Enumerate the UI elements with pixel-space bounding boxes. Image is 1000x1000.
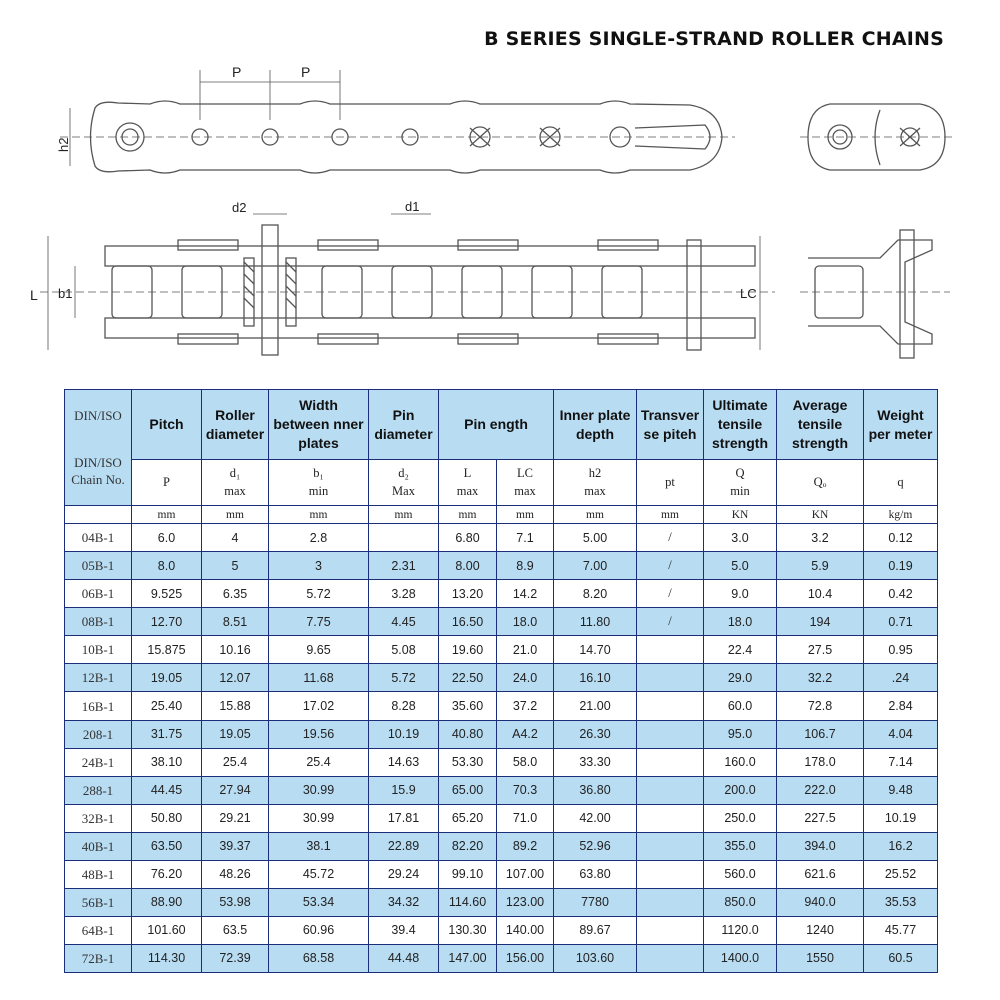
symbol: q	[897, 475, 904, 490]
table-row	[65, 608, 938, 636]
symbol-cell	[439, 460, 497, 506]
data-cell: 130.30	[439, 916, 497, 944]
data-cell: 8.20	[554, 580, 637, 608]
data-cell: 33.30	[554, 748, 637, 776]
data-cell: 38.10	[132, 748, 202, 776]
data-cell: 40.80	[439, 720, 497, 748]
data-cell: 9.0	[704, 580, 777, 608]
symbol: P	[163, 475, 170, 490]
column-header: Pin ength	[439, 390, 554, 460]
data-cell: 15.875	[132, 636, 202, 664]
unit-cell: mm	[202, 506, 269, 524]
data-cell: 9.525	[132, 580, 202, 608]
symbol-qualifier: max	[514, 484, 536, 499]
symbol-cell	[497, 460, 554, 506]
data-cell: 147.00	[439, 944, 497, 972]
data-cell: 355.0	[704, 832, 777, 860]
symbol: L	[463, 466, 472, 481]
symbol-cell	[637, 460, 704, 506]
data-cell: 65.20	[439, 804, 497, 832]
column-header: Width between nner plates	[269, 390, 369, 460]
unit-cell: mm	[637, 506, 704, 524]
chain-no-cell: 72B-1	[65, 944, 132, 972]
data-cell: 156.00	[497, 944, 554, 972]
data-cell: 1550	[777, 944, 864, 972]
chain-no-cell: 04B-1	[65, 524, 132, 552]
stub-header-line1: DIN/ISO	[74, 408, 122, 424]
dim-label-b1: b1	[58, 286, 73, 301]
data-cell: 4	[202, 524, 269, 552]
data-cell: 95.0	[704, 720, 777, 748]
spec-table	[64, 389, 938, 973]
data-cell: 8.9	[497, 552, 554, 580]
data-cell: 16.50	[439, 608, 497, 636]
data-cell: 0.95	[864, 636, 938, 664]
data-cell: 6.0	[132, 524, 202, 552]
column-header: Transver se piteh	[637, 390, 704, 460]
data-cell: 6.35	[202, 580, 269, 608]
data-cell: 25.4	[269, 748, 369, 776]
data-cell: 12.70	[132, 608, 202, 636]
data-cell: 34.32	[369, 888, 439, 916]
table-row	[65, 888, 938, 916]
data-cell: 13.20	[439, 580, 497, 608]
data-cell: 3.28	[369, 580, 439, 608]
data-cell: 7.75	[269, 608, 369, 636]
data-cell: 71.0	[497, 804, 554, 832]
chain-no-cell: 32B-1	[65, 804, 132, 832]
stub-header	[65, 390, 132, 506]
data-cell: 17.02	[269, 692, 369, 720]
table-row	[65, 552, 938, 580]
unit-cell: mm	[554, 506, 637, 524]
table-row	[65, 580, 938, 608]
table-row	[65, 804, 938, 832]
symbol-qualifier: max	[456, 484, 479, 499]
data-cell: 70.3	[497, 776, 554, 804]
data-cell: 44.48	[369, 944, 439, 972]
data-cell: 99.10	[439, 860, 497, 888]
data-cell: 4.04	[864, 720, 938, 748]
data-cell: A4.2	[497, 720, 554, 748]
data-cell: 394.0	[777, 832, 864, 860]
data-cell: 60.96	[269, 916, 369, 944]
table-row	[65, 776, 938, 804]
unit-cell: mm	[269, 506, 369, 524]
data-cell: 21.0	[497, 636, 554, 664]
symbol: Q	[735, 466, 745, 481]
data-cell: 25.4	[202, 748, 269, 776]
data-cell: 30.99	[269, 804, 369, 832]
data-cell: 15.9	[369, 776, 439, 804]
table-row	[65, 692, 938, 720]
data-cell: 18.0	[704, 608, 777, 636]
symbol-qualifier: Max	[392, 484, 415, 499]
data-cell: 11.68	[269, 664, 369, 692]
data-cell: 52.96	[554, 832, 637, 860]
data-cell: 10.16	[202, 636, 269, 664]
data-cell: 0.19	[864, 552, 938, 580]
chain-no-cell: 64B-1	[65, 916, 132, 944]
chain-no-cell: 24B-1	[65, 748, 132, 776]
data-cell: 103.60	[554, 944, 637, 972]
data-cell: 178.0	[777, 748, 864, 776]
dim-label-LC: LC	[740, 286, 757, 301]
data-cell: 0.71	[864, 608, 938, 636]
data-cell: 50.80	[132, 804, 202, 832]
data-cell: 7.00	[554, 552, 637, 580]
chain-no-cell: 12B-1	[65, 664, 132, 692]
data-cell: 65.00	[439, 776, 497, 804]
data-cell: 27.5	[777, 636, 864, 664]
symbol: d₂	[398, 466, 409, 481]
dim-label-L: L	[30, 287, 38, 303]
data-cell: 106.7	[777, 720, 864, 748]
data-cell: 31.75	[132, 720, 202, 748]
data-cell: 200.0	[704, 776, 777, 804]
data-cell: 3.0	[704, 524, 777, 552]
data-cell: 17.81	[369, 804, 439, 832]
chain-no-cell: 06B-1	[65, 580, 132, 608]
data-cell: 19.60	[439, 636, 497, 664]
data-cell: 22.89	[369, 832, 439, 860]
data-cell: 16.2	[864, 832, 938, 860]
units-stub	[65, 506, 132, 524]
data-cell: 2.31	[369, 552, 439, 580]
data-cell: /	[637, 580, 704, 608]
stub-header-line2: DIN/ISO Chain No.	[71, 455, 125, 488]
data-cell	[637, 776, 704, 804]
dim-label-d2: d2	[232, 200, 247, 215]
data-cell: 11.80	[554, 608, 637, 636]
data-cell: 8.0	[132, 552, 202, 580]
column-header: Inner plate depth	[554, 390, 637, 460]
data-cell: 4.45	[369, 608, 439, 636]
table-row	[65, 832, 938, 860]
data-cell: 10.4	[777, 580, 864, 608]
table-row	[65, 720, 938, 748]
symbol: b₁	[313, 466, 324, 481]
table-row	[65, 524, 938, 552]
data-cell: 14.70	[554, 636, 637, 664]
data-cell: 114.30	[132, 944, 202, 972]
data-cell: 1400.0	[704, 944, 777, 972]
data-cell	[637, 636, 704, 664]
symbol-cell	[864, 460, 938, 506]
chain-technical-drawing	[0, 0, 1000, 385]
column-header: Ultimate tensile strength	[704, 390, 777, 460]
data-cell: 10.19	[864, 804, 938, 832]
data-cell: 19.05	[132, 664, 202, 692]
unit-cell: KN	[777, 506, 864, 524]
data-cell: 2.8	[269, 524, 369, 552]
data-cell: 44.45	[132, 776, 202, 804]
data-cell: 25.52	[864, 860, 938, 888]
data-cell	[637, 720, 704, 748]
data-cell: 39.4	[369, 916, 439, 944]
data-cell: 101.60	[132, 916, 202, 944]
symbol-cell	[704, 460, 777, 506]
data-cell: 72.8	[777, 692, 864, 720]
data-cell: 8.28	[369, 692, 439, 720]
data-cell: 5.72	[369, 664, 439, 692]
chain-no-cell: 48B-1	[65, 860, 132, 888]
data-cell: 222.0	[777, 776, 864, 804]
data-cell: 42.00	[554, 804, 637, 832]
data-cell: 29.21	[202, 804, 269, 832]
column-header: Roller diameter	[202, 390, 269, 460]
chain-no-cell: 40B-1	[65, 832, 132, 860]
symbol: pt	[665, 475, 675, 490]
table-row	[65, 944, 938, 972]
column-header: Weight per meter	[864, 390, 938, 460]
data-cell: 250.0	[704, 804, 777, 832]
data-cell: 58.0	[497, 748, 554, 776]
symbol-cell	[202, 460, 269, 506]
data-cell: 8.00	[439, 552, 497, 580]
data-cell: 0.12	[864, 524, 938, 552]
data-cell: 8.51	[202, 608, 269, 636]
symbol-qualifier: min	[308, 484, 329, 499]
data-cell: 29.24	[369, 860, 439, 888]
data-cell: 16.10	[554, 664, 637, 692]
table-row	[65, 748, 938, 776]
data-cell: 88.90	[132, 888, 202, 916]
data-cell: 30.99	[269, 776, 369, 804]
column-header: Average tensile strength	[777, 390, 864, 460]
chain-no-cell: 208-1	[65, 720, 132, 748]
data-cell	[637, 804, 704, 832]
dim-label-p2: P	[301, 64, 311, 80]
data-cell: 38.1	[269, 832, 369, 860]
table-row	[65, 916, 938, 944]
data-cell: 14.2	[497, 580, 554, 608]
table-row	[65, 636, 938, 664]
data-cell: 60.0	[704, 692, 777, 720]
symbol-cell	[554, 460, 637, 506]
unit-cell: mm	[497, 506, 554, 524]
data-cell: 48.26	[202, 860, 269, 888]
data-cell: 37.2	[497, 692, 554, 720]
data-cell: 18.0	[497, 608, 554, 636]
symbol-qualifier: max	[224, 484, 246, 499]
data-cell: 82.20	[439, 832, 497, 860]
data-cell: 560.0	[704, 860, 777, 888]
chain-no-cell: 05B-1	[65, 552, 132, 580]
data-cell: 63.80	[554, 860, 637, 888]
data-cell: 27.94	[202, 776, 269, 804]
symbol: d₁	[229, 466, 241, 481]
data-cell: 89.67	[554, 916, 637, 944]
data-cell: 22.4	[704, 636, 777, 664]
data-cell: 3.2	[777, 524, 864, 552]
data-cell: 35.53	[864, 888, 938, 916]
chain-no-cell: 288-1	[65, 776, 132, 804]
data-cell: 227.5	[777, 804, 864, 832]
table-row	[65, 664, 938, 692]
data-cell: 850.0	[704, 888, 777, 916]
data-cell: 12.07	[202, 664, 269, 692]
symbol-cell	[132, 460, 202, 506]
data-cell: 63.5	[202, 916, 269, 944]
data-cell: 39.37	[202, 832, 269, 860]
column-header: Pin diameter	[369, 390, 439, 460]
data-cell: 0.42	[864, 580, 938, 608]
data-cell: 21.00	[554, 692, 637, 720]
data-cell: 5.72	[269, 580, 369, 608]
data-cell: 24.0	[497, 664, 554, 692]
symbol-cell	[369, 460, 439, 506]
data-cell	[637, 860, 704, 888]
data-cell: 76.20	[132, 860, 202, 888]
data-cell	[369, 524, 439, 552]
data-cell: 6.80	[439, 524, 497, 552]
data-cell: 25.40	[132, 692, 202, 720]
data-cell: 114.60	[439, 888, 497, 916]
unit-cell: mm	[369, 506, 439, 524]
data-cell: /	[637, 524, 704, 552]
data-cell: 7.1	[497, 524, 554, 552]
data-cell: 123.00	[497, 888, 554, 916]
data-cell: /	[637, 552, 704, 580]
data-cell: 1120.0	[704, 916, 777, 944]
data-cell: 22.50	[439, 664, 497, 692]
symbol-cell	[269, 460, 369, 506]
data-cell: 36.80	[554, 776, 637, 804]
data-cell: 63.50	[132, 832, 202, 860]
data-cell: 7.14	[864, 748, 938, 776]
data-cell: 32.2	[777, 664, 864, 692]
data-cell	[637, 888, 704, 916]
data-cell: 19.05	[202, 720, 269, 748]
data-cell	[637, 664, 704, 692]
page-title: B SERIES SINGLE-STRAND ROLLER CHAINS	[484, 28, 944, 50]
data-cell: 19.56	[269, 720, 369, 748]
data-cell: 26.30	[554, 720, 637, 748]
dim-label-p1: P	[232, 64, 242, 80]
data-cell: 15.88	[202, 692, 269, 720]
data-cell: 1240	[777, 916, 864, 944]
unit-cell: KN	[704, 506, 777, 524]
data-cell: 9.65	[269, 636, 369, 664]
data-cell: 35.60	[439, 692, 497, 720]
dim-label-d1: d1	[405, 199, 420, 214]
data-cell: 60.5	[864, 944, 938, 972]
table-row	[65, 860, 938, 888]
data-cell: 5.08	[369, 636, 439, 664]
chain-no-cell: 08B-1	[65, 608, 132, 636]
chain-no-cell: 56B-1	[65, 888, 132, 916]
data-cell: 14.63	[369, 748, 439, 776]
data-cell: 107.00	[497, 860, 554, 888]
data-cell: 9.48	[864, 776, 938, 804]
chain-no-cell: 10B-1	[65, 636, 132, 664]
data-cell: .24	[864, 664, 938, 692]
unit-cell: mm	[132, 506, 202, 524]
data-cell: 45.72	[269, 860, 369, 888]
data-cell: 160.0	[704, 748, 777, 776]
data-cell: /	[637, 608, 704, 636]
data-cell: 3	[269, 552, 369, 580]
data-cell: 5.00	[554, 524, 637, 552]
data-cell	[637, 916, 704, 944]
data-cell: 68.58	[269, 944, 369, 972]
symbol: LC	[517, 466, 533, 481]
data-cell: 5.9	[777, 552, 864, 580]
symbol: Qₒ	[813, 475, 827, 490]
data-cell: 89.2	[497, 832, 554, 860]
data-cell: 45.77	[864, 916, 938, 944]
data-cell: 2.84	[864, 692, 938, 720]
symbol-qualifier: max	[584, 484, 606, 499]
data-cell	[637, 944, 704, 972]
data-cell: 72.39	[202, 944, 269, 972]
symbol: h2	[588, 466, 602, 481]
data-cell: 621.6	[777, 860, 864, 888]
dim-label-h2: h2	[56, 137, 71, 152]
data-cell: 7780	[554, 888, 637, 916]
data-cell	[637, 692, 704, 720]
unit-cell: mm	[439, 506, 497, 524]
data-cell: 5	[202, 552, 269, 580]
data-cell: 140.00	[497, 916, 554, 944]
column-header: Pitch	[132, 390, 202, 460]
unit-cell: kg/m	[864, 506, 938, 524]
data-cell: 29.0	[704, 664, 777, 692]
data-cell: 194	[777, 608, 864, 636]
data-cell: 53.98	[202, 888, 269, 916]
chain-no-cell: 16B-1	[65, 692, 132, 720]
data-cell: 5.0	[704, 552, 777, 580]
data-cell: 940.0	[777, 888, 864, 916]
symbol-cell	[777, 460, 864, 506]
symbol-qualifier: min	[730, 484, 750, 499]
data-cell: 10.19	[369, 720, 439, 748]
data-cell: 53.34	[269, 888, 369, 916]
data-cell: 53.30	[439, 748, 497, 776]
data-cell	[637, 748, 704, 776]
data-cell	[637, 832, 704, 860]
